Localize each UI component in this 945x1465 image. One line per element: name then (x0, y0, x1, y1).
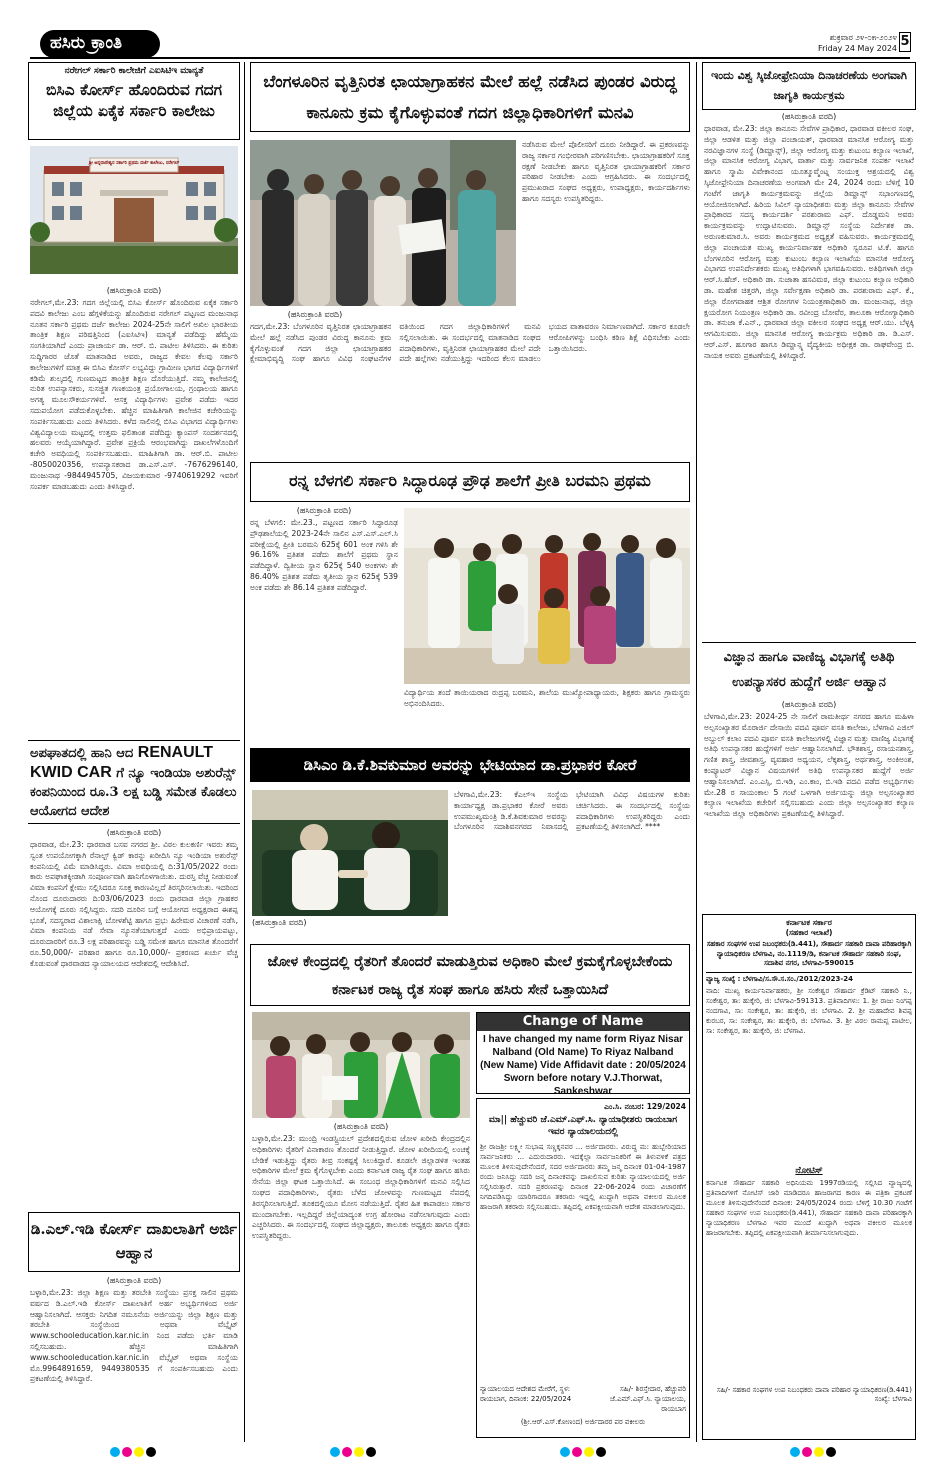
ratna-photo (404, 508, 690, 684)
col1-story1-body: ನರೇಗಲ್,ಮೇ.23: ಗದಗ ಜಿಲ್ಲೆಯಲ್ಲಿ ಬಿಸಿಎ ಕೋರ್ಸ್ ಹೊಂದಿರುವ ಏಕೈಕ ಸರ್ಕಾರಿ ಪದವಿ ಕಾಲೇಜು ಎಂಬ ಹೆಗ್ಗಳಿಕೆಯನ್ನು ಹೊಂದಿರುವ ನರೇಗಲ್ ಪಟ್ಟಣದ ಮಂಜುನಾಥ ನೂತನ ಸರ್ಕಾರಿ ಪ್ರಥಮ ದರ್ಜೆ ಕಾಲೇಜು 2024-25ನೇ ಸಾಲಿಗೆ ಅಖಿಲ ಭಾರತೀಯ ತಾಂತ್ರಿಕ ಶಿಕ್ಷಣ ಪರಿಷತ್ತಿನಿಂದ (ಎಐಸಿಟಿಇ) ಮಾನ್ಯತೆ ಪಡೆದಿದ್ದು ಹೆಮ್ಮೆಯ ಸಂಗತಿಯಾಗಿದೆ ಎಂದು ಪ್ರಾಚಾರ್ಯ ಡಾ. ಆರ್. ಬಿ. ಪಾಟೀಲ ತಿಳಿಸಿದರು. ಈ ಕುರಿತು ಸುದ್ದಿಗಾರರ ಜೊತೆ ಮಾತನಾಡಿದ ಅವರು, ರಾಜ್ಯದ ಕೇವಲ ಕೆಲವು ಸರ್ಕಾರಿ ಕಾಲೇಜುಗಳಿಗೆ ಮಾತ್ರ ಈ ಬಿಸಿಎ ಕೋರ್ಸ್ ಲಭ್ಯವಿದ್ದು ಗ್ರಾಮೀಣ ಭಾಗದ ವಿದ್ಯಾರ್ಥಿಗಳಿಗೆ ಕಡಿಮೆ ಶುಲ್ಕದಲ್ಲಿ ಗುಣಮಟ್ಟದ ತಾಂತ್ರಿಕ ಶಿಕ್ಷಣ ದೊರೆಯುತ್ತಿದೆ. ನಮ್ಮ ಕಾಲೇಜಿನಲ್ಲಿ ನುರಿತ ಉಪನ್ಯಾಸಕರು, ಸುಸಜ್ಜಿತ ಗಣಕಯಂತ್ರ ಪ್ರಯೋಗಾಲಯ, ಗ್ರಂಥಾಲಯ ಹಾಗೂ ಅಗತ್ಯ ಮೂಲಸೌಕರ್ಯಗಳಿವೆ. ಆಸಕ್ತ ವಿದ್ಯಾರ್ಥಿಗಳು ಪ್ರವೇಶ ಪಡೆದು ಇದರ ಸದುಪಯೋಗ ಪಡೆದುಕೊಳ್ಳಬೇಕು. ಹೆಚ್ಚಿನ ಮಾಹಿತಿಗಾಗಿ ಕಾಲೇಜಿನ ಕಚೇರಿಯನ್ನು ಸಂಪರ್ಕಿಸಬಹುದು ಎಂದು ತಿಳಿಸಿದರು. ಕಳೆದ ಸಾಲಿನಲ್ಲಿ ಬಿಸಿಎ ವಿಭಾಗದ ವಿದ್ಯಾರ್ಥಿಗಳು ವಿಶ್ವವಿದ್ಯಾಲಯ ಮಟ್ಟದಲ್ಲಿ ಉತ್ತಮ ಫಲಿತಾಂಶ ಪಡೆದಿದ್ದು ಕ್ಯಾಂಪಸ್ ಸಂದರ್ಶನದಲ್ಲಿ ಹಲವರು ಆಯ್ಕೆಯಾಗಿದ್ದಾರೆ. ಪ್ರವೇಶ ಪ್ರಕ್ರಿಯೆ ಆರಂಭವಾಗಿದ್ದು ದಾಖಲೆಗಳೊಂದಿಗೆ ಕಚೇರಿ ಅವಧಿಯಲ್ಲಿ ಸಂಪರ್ಕಿಸಬಹುದು. ಮಾಹಿತಿಗಾಗಿ ಡಾ. ಆರ್.ಬಿ. ಪಾಟೀಲ -8050020356, ಉಪನ್ಯಾಸಕರಾದ ಡಾ.ಎಸ್.ಎಸ್. -7676296140, ಮಂಜುನಾಥ -9844945705, ವಿಜಯಕುಮಾರ -9740619292 ಇವರಿಗೆ ಸಂಪರ್ಕ ಮಾಡಬಹುದು ಎಂದು ತಿಳಿಸಿದ್ದಾರೆ. (30, 298, 238, 491)
farmer-dateline: (ಹಸಿರುಕ್ರಾಂತಿ ವರದಿ) (333, 1122, 389, 1131)
masthead-rule (30, 57, 910, 59)
yellow-dot (584, 1447, 594, 1457)
court-sign-right: ಸಹಿ/- ಶಿರಸ್ತೇದಾರ, ಹೆಚ್ಚುವರಿ ಜೆ.ಎಮ್.ಎಫ್.ಸಿ. ನ್ಯಾಯಾಲಯ, ರಾಯಬಾಗ (609, 1385, 686, 1413)
column-rule-2 (696, 62, 697, 1442)
yellow-dot (814, 1447, 824, 1457)
cyan-dot (790, 1447, 800, 1457)
ratna-body-right: ವಿದ್ಯಾರ್ಥಿಯ ತಂದೆ ತಾಯಿಯರಾದ ರುದ್ರಪ್ಪ ಬರಮನಿ, ಶಾಲೆಯ ಮುಖ್ಯೋಪಾಧ್ಯಾಯರು, ಶಿಕ್ಷಕರು ಹಾಗೂ ಗ್ರಾಮಸ್ಥರು ಅಭಿನಂದಿಸಿದರು. (404, 688, 690, 708)
coop-sign: ಸಹಿ/- ಸಹಕಾರ ಸಂಘಗಳ ಉಪ ನಿಬಂಧಕರು ದಾವಾ ಪರಿಹಾರ ನ್ಯಾಯಾಧಿಕರಣ(ಡಿ.441) ಸಂಖ್ಯೆ: ಬೆಳಗಾವಿ (716, 1385, 912, 1403)
cmyk-marks-1 (110, 1447, 156, 1457)
change-of-name-title: Change of Name (477, 1013, 689, 1031)
ratna-dateline: (ಹಸಿರುಕ್ರಾಂತಿ ವರದಿ) (296, 506, 352, 515)
col1-story2-headline (28, 741, 240, 823)
coop-notice-body: ಕರ್ನಾಟಕ ಸೌಹಾರ್ದ ಸಹಕಾರಿ ಅಧಿನಿಯಮ 1997ರಡಿಯಲ್ಲಿ ಸಲ್ಲಿಸಿದ ವ್ಯಾಜ್ಯದಲ್ಲಿ ಪ್ರತಿವಾದಿಗಳಿಗೆ ನೋಟಿಸ್ ಜಾರಿ ಮಾಡಿದರೂ ಹಾಜರಾಗದ ಕಾರಣ ಈ ಪತ್ರಿಕಾ ಪ್ರಕಟಣೆ ಮೂಲಕ ತಿಳಿಸುವುದೇನೆಂದರೆ ದಿನಾಂಕ: 24/05/2024 ರಂದು ಬೆಳಿಗ್ಗೆ 10.30 ಗಂಟೆಗೆ ಸಹಕಾರ ಸಂಘಗಳ ಉಪ ನಿಬಂಧಕರು(ಡಿ.441), ಸೌಹಾರ್ದ ಸಹಕಾರಿ ದಾವಾ ಪರಿಹಾರಕ್ಕಾಗಿ ನ್ಯಾಯಾಧಿಕರಣ ಬೆಳಗಾವಿ ಇವರ ಮುಂದೆ ಖುದ್ದಾಗಿ ಅಥವಾ ವಕೀಲರ ಮೂಲಕ ಹಾಜರಾಗಬೇಕು. ತಪ್ಪಿದಲ್ಲಿ ಏಕಪಕ್ಷೀಯವಾಗಿ ತೀರ್ಮಾನಿಸಲಾಗುವುದು. (706, 1178, 912, 1237)
col1-story2-dateline: (ಹಸಿರುಕ್ರಾಂತಿ ವರದಿ) (106, 828, 162, 837)
college-photo (30, 146, 238, 274)
magenta-dot (802, 1447, 812, 1457)
page-number: 5 (899, 32, 911, 52)
date-kannada: ಶುಕ್ರವಾರ ೨೪-೦೫-೨೦೨೪ (829, 33, 897, 42)
col3-story2-body: ಬೆಳಗಾವಿ,ಮೇ.23: 2024-25 ನೇ ಸಾಲಿಗೆ ರಾಮತೀರ್ಥ ನಗರದ ಹಾಗೂ ಮಹಿಳಾ ಅಲ್ಪಸಂಖ್ಯಾತರ ಮೊರಾರ್ಜಿ ದೇಸಾಯಿ ಪದವಿ ಪೂರ್ವ ವಸತಿ ಕಾಲೇಜು, ಬೆಳಗಾವಿ ಎಜಿಲ್ ಅಬ್ದುಲ್ ಕಲಾಂ ಪದವಿ ಪೂರ್ವ ವಸತಿ ಕಾಲೇಜುಗಳಲ್ಲಿ ವಿಜ್ಞಾನ ಮತ್ತು ವಾಣಿಜ್ಯ ವಿಭಾಗಕ್ಕೆ ಅತಿಥಿ ಉಪನ್ಯಾಸಕರ ಹುದ್ದೆಗಳಿಗೆ ಅರ್ಜಿ ಆಹ್ವಾನಿಸಲಾಗಿದೆ. ಭೌತಶಾಸ್ತ್ರ, ರಸಾಯನಶಾಸ್ತ್ರ, ಗಣಿತ ಶಾಸ್ತ್ರ, ಜೀವಶಾಸ್ತ್ರ, ವ್ಯವಹಾರ ಅಧ್ಯಯನ, ಲೆಕ್ಕಶಾಸ್ತ್ರ, ಅರ್ಥಶಾಸ್ತ್ರ, ಅಂಕಿಅಂಶ, ಕಂಪ್ಯೂಟರ್ ವಿಜ್ಞಾನ ವಿಷಯಗಳಿಗೆ ಅತಿಥಿ ಉಪನ್ಯಾಸಕರ ಹುದ್ದೆಗೆ ಅರ್ಜಿ ಆಹ್ವಾನಿಸಲಾಗಿದೆ. ಎಂ.ಎಸ್ಸಿ, ಬಿ.ಇಡಿ, ಎಂ.ಕಾಂ, ಬಿ.ಇಡಿ ಪದವಿ ಪಡೆದ ಅಭ್ಯರ್ಥಿಗಳು ಮೇ.28 ರ ಸಾಯಂಕಾಲ 5 ಗಂಟೆ ಒಳಗಾಗಿ ಅರ್ಜಿಯನ್ನು ಜಿಲ್ಲಾ ಅಲ್ಪಸಂಖ್ಯಾತರ ಕಲ್ಯಾಣ ಇಲಾಖೆಯ ಕಚೇರಿಗೆ ಸಲ್ಲಿಸಬಹುದು ಎಂದು ಜಿಲ್ಲಾ ಅಲ್ಪಸಂಖ್ಯಾತರ ಕಲ್ಯಾಣ ಇಲಾಖೆಯ ಜಿಲ್ಲಾ ಅಧಿಕಾರಿಗಳು ಪ್ರಕಟಣೆಯಲ್ಲಿ ತಿಳಿಸಿದ್ದಾರೆ. (704, 712, 914, 819)
magenta-dot (342, 1447, 352, 1457)
memorandum-submission-image (250, 140, 516, 306)
student-felicitation-image (404, 508, 690, 684)
column-rule-1 (244, 62, 245, 1442)
college-sign: ಶ್ರೀ ಅನ್ನದಾನೇಶ್ವರ ಸರ್ಕಾರಿ ಪ್ರಥಮ ದರ್ಜೆ ಕಾಲೇಜು, ನರೇಗಲ್ (88, 161, 180, 166)
court-case-number: ಎಂ.ಸಿ. ನಂಬರ: 129/2024 (604, 1102, 686, 1111)
col1-story2-headline-c: ಗೆ ನ್ಯೂ ಇಂಡಿಯಾ ಅಶುರೆನ್ಸ್ ಕಂಪನಿಯಿಂದ ರೂ.3 ಲಕ್ಷ ಬಡ್ಡಿ ಸಮೇತ ಕೊಡಲು ಆಯೋಗದ ಆದೇಶ (30, 766, 237, 819)
col3-story1-headline-box (702, 62, 916, 110)
magenta-dot (122, 1447, 132, 1457)
lead-photo (250, 140, 516, 306)
lead-body-right: ನಡೆಸಿರುವ ಮೇಲೆ ಪೊಲೀಸರಿಗೆ ದೂರು ನೀಡಿದ್ದಾರೆ. ಈ ಪ್ರಕರಣವನ್ನು ರಾಜ್ಯ ಸರ್ಕಾರ ಗಂಭೀರವಾಗಿ ಪರಿಗಣಿಸಬೇಕು. ಛಾಯಾಗ್ರಾಹಕರಿಗೆ ಸೂಕ್ತ ರಕ್ಷಣೆ ನೀಡಬೇಕು ಹಾಗೂ ವೃತ್ತಿನಿರತ ಛಾಯಾಗ್ರಾಹಕರಿಗೆ ಸರ್ಕಾರ ಪರಿಹಾರ ನೀಡಬೇಕು ಎಂದು ಆಗ್ರಹಿಸಿದರು. ಈ ಸಂದರ್ಭದಲ್ಲಿ ಪ್ರಮುಖರಾದ ಸಂಘದ ಅಧ್ಯಕ್ಷರು, ಉಪಾಧ್ಯಕ್ಷರು, ಕಾರ್ಯದರ್ಶಿಗಳು ಹಾಗೂ ಸದಸ್ಯರು ಉಪಸ್ಥಿತರಿದ್ದರು. (522, 140, 690, 203)
dkshi-photo (252, 790, 448, 916)
farmer-body: ಬಳ್ಳಾರಿ,ಮೇ.23: ಮುಂದ್ರಿ ಇಂಡಸ್ಟ್ರಿಯಲ್ ಪ್ರದೇಶದಲ್ಲಿರುವ ಜೋಳ ಖರೀದಿ ಕೇಂದ್ರದಲ್ಲಿನ ಅಧಿಕಾರಿಗಳು ರೈತರಿಗೆ ವಿನಾಕಾರಣ ತೊಂದರೆ ನೀಡುತ್ತಿದ್ದಾರೆ. ಜೋಳ ಖರೀದಿಯಲ್ಲಿ ಲಂಚಕ್ಕೆ ಬೇಡಿಕೆ ಇಡುತ್ತಿದ್ದು ರೈತರು ತೀವ್ರ ಸಂಕಷ್ಟಕ್ಕೆ ಸಿಲುಕಿದ್ದಾರೆ. ಕೂಡಲೇ ಜಿಲ್ಲಾಡಳಿತ ಇಂತಹ ಅಧಿಕಾರಿಗಳ ಮೇಲೆ ಕ್ರಮ ಕೈಗೊಳ್ಳಬೇಕು ಎಂದು ಕರ್ನಾಟಕ ರಾಜ್ಯ ರೈತ ಸಂಘ ಹಾಗೂ ಹಸಿರು ಸೇನೆಯ ಜಿಲ್ಲಾ ಘಟಕ ಒತ್ತಾಯಿಸಿದೆ. ಈ ಸಂಬಂಧ ಜಿಲ್ಲಾಧಿಕಾರಿಗಳಿಗೆ ಮನವಿ ಸಲ್ಲಿಸಿದ ಸಂಘದ ಪದಾಧಿಕಾರಿಗಳು, ರೈತರು ಬೆಳೆದ ಜೋಳವನ್ನು ಗುಣಮಟ್ಟದ ನೆಪದಲ್ಲಿ ತಿರಸ್ಕರಿಸಲಾಗುತ್ತಿದೆ. ತೂಕದಲ್ಲಿಯೂ ಮೋಸ ನಡೆಯುತ್ತಿದೆ. ರೈತರ ಹಿತ ಕಾಪಾಡಲು ಸರ್ಕಾರ ಮುಂದಾಗಬೇಕು. ಇಲ್ಲದಿದ್ದರೆ ಜಿಲ್ಲೆಯಾದ್ಯಂತ ಉಗ್ರ ಹೋರಾಟ ನಡೆಸಲಾಗುವುದು ಎಂದು ಎಚ್ಚರಿಸಿದರು. ಈ ಸಂದರ್ಭದಲ್ಲಿ ಸಂಘದ ಜಿಲ್ಲಾಧ್ಯಕ್ಷರು, ತಾಲೂಕು ಅಧ್ಯಕ್ಷರು ಹಾಗೂ ರೈತರು ಉಪಸ್ಥಿತರಿದ್ದರು. (252, 1134, 470, 1241)
black-dot (826, 1447, 836, 1457)
lead-body-main: ಗದಗ,ಮೇ.23: ಬೆಂಗಳೂರಿನ ವೃತ್ತಿನಿರತ ಛಾಯಾಗ್ರಾಹಕನ ಮೇಲೆ ಹಲ್ಲೆ ನಡೆಸಿದ ಪುಂಡರ ವಿರುದ್ಧ ಕಾನೂನು ಕ್ರಮ ಕೈಗೊಳ್ಳುವಂತೆ ಗದಗ ಜಿಲ್ಲಾ ಛಾಯಾಗ್ರಾಹಕರ ಕ್ಷೇಮಾಭಿವೃದ್ಧಿ ಸಂಘ ಹಾಗೂ ವಿವಿಧ ಸಂಘಟನೆಗಳ ವತಿಯಿಂದ ಗದಗ ಜಿಲ್ಲಾಧಿಕಾರಿಗಳಿಗೆ ಮನವಿ ಸಲ್ಲಿಸಲಾಯಿತು. ಈ ಸಂದರ್ಭದಲ್ಲಿ ಮಾತನಾಡಿದ ಸಂಘದ ಪದಾಧಿಕಾರಿಗಳು, ವೃತ್ತಿನಿರತ ಛಾಯಾಗ್ರಾಹಕರ ಮೇಲೆ ಪದೇ ಪದೇ ಹಲ್ಲೆಗಳು ನಡೆಯುತ್ತಿದ್ದು ಇದರಿಂದ ಕೆಲಸ ಮಾಡಲು ಭಯದ ವಾತಾವರಣ ನಿರ್ಮಾಣವಾಗಿದೆ. ಸರ್ಕಾರ ಕೂಡಲೇ ಆರೋಪಿಗಳನ್ನು ಬಂಧಿಸಿ ಕಠಿಣ ಶಿಕ್ಷೆ ವಿಧಿಸಬೇಕು ಎಂದು ಒತ್ತಾಯಿಸಿದರು. (250, 322, 690, 364)
col3-story2-dateline: (ಹಸಿರುಕ್ರಾಂತಿ ವರದಿ) (781, 700, 837, 709)
col1-story2-headline-car: RENAULT KWID CAR (30, 744, 214, 781)
meeting-image (252, 790, 448, 916)
col3-story1-headline: ಇಂದು ವಿಶ್ವ ಸ್ಕಿಜೋಫ್ರೇನಿಯಾ ದಿನಾಚರಣೆಯ ಅಂಗವಾಗಿ ಜಾಗೃತಿ ಕಾರ್ಯಕ್ರಮ (711, 69, 907, 102)
farmer-headline: ಜೋಳ ಕೇಂದ್ರದಲ್ಲಿ ರೈತರಿಗೆ ತೊಂದರೆ ಮಾಡುತ್ತಿರುವ ಅಧಿಕಾರಿ ಮೇಲೆ ಕ್ರಮಕೈಗೊಳ್ಳಬೇಕೆಂದು ಕರ್ನಾಟಕ ರಾಜ್ಯ ರೈತ ಸಂಘ ಹಾಗೂ ಹಸಿರು ಸೇನೆ ಒತ್ತಾಯಿಸಿದೆ (267, 954, 673, 998)
coop-dept: (ಸಹಕಾರ ಇಲಾಖೆ) (785, 928, 833, 937)
yellow-dot (134, 1447, 144, 1457)
court-footer: (ಶ್ರೀ.ಆರ್.ಎಸ್.ಕೋಣಂದ) ಅರ್ಜಿದಾರರ ಪರ ವಕೀಲರು (520, 1418, 646, 1426)
col1-story2-headline-a: ಅಪಘಾತದಲ್ಲಿ ಹಾನಿ ಆದ (30, 746, 134, 761)
col1-story1-headline-box (28, 62, 240, 140)
cmyk-marks-4 (790, 1447, 836, 1457)
coop-office: ಸಹಕಾರ ಸಂಘಗಳ ಉಪ ನಿಬಂಧಕರು(ಡಿ.441), ಸೌಹಾರ್ದ ಸಹಕಾರಿ ದಾವಾ ಪರಿಹಾರಕ್ಕಾಗಿ ನ್ಯಾಯಾಧಿಕರಣ ಬೆಳಗಾವಿ, ನಂ.1119/ಡಿ, ಕರ್ನಾಟಕ ಸೌಹಾರ್ದ ಸಹಕಾರಿ ಸಂಘ, ಸದಾಶಿವ ನಗರ, ಬೆಳಗಾವಿ-590015 (706, 940, 912, 967)
masthead-name: ಹಸಿರು ಕ್ರಾಂತಿ (40, 30, 160, 58)
change-of-name-text: I have changed my name form Riyaz Nisar Nalband (Old Name) To Riyaz Nalband (New Name) Vide Affidavit date : 20/05/2024 Sworn before notary V.J.Thorwat, Sankeshwar (480, 1034, 686, 1097)
coop-notice-title: ನೋಟಿಸ್ (795, 1165, 823, 1176)
dkshi-headline-bar (250, 748, 690, 782)
dkshi-headline: ಡಿಸಿಎಂ ಡಿ.ಕೆ.ಶಿವಕುಮಾರ ಅವರನ್ನು ಭೇಟಿಯಾದ ಡಾ.ಪ್ರಭಾಕರ ಕೋರೆ (303, 756, 637, 774)
ratna-headline: ರನ್ನ ಬೆಳಗಲಿ ಸರ್ಕಾರಿ ಸಿದ್ಧಾರೂಢ ಪ್ರೌಢ ಶಾಲೆಗೆ ಪ್ರೀತಿ ಬರಮನಿ ಪ್ರಥಮ (289, 471, 651, 490)
col1-story3-body: ಬಳ್ಳಾರಿ,ಮೇ.23: ಜಿಲ್ಲಾ ಶಿಕ್ಷಣ ಮತ್ತು ತರಬೇತಿ ಸಂಸ್ಥೆಯು ಪ್ರಸಕ್ತ ಸಾಲಿನ ಪ್ರಥಮ ವರ್ಷದ ಡಿ.ಎಲ್.ಇಡಿ ಕೋರ್ಸ್ ದಾಖಲಾತಿಗೆ ಅರ್ಹ ಅಭ್ಯರ್ಥಿಗಳಿಂದ ಅರ್ಜಿ ಆಹ್ವಾನಿಸಲಾಗಿದೆ. ಆಸಕ್ತರು ನಿಗದಿತ ನಮೂನೆಯ ಅರ್ಜಿಯನ್ನು ಜಿಲ್ಲಾ ಶಿಕ್ಷಣ ಮತ್ತು ತರಬೇತಿ ಸಂಸ್ಥೆಯಿಂದ ಅಥವಾ ವೆಬ್ಸೈಟ್ www.schooleducation.kar.nic.in ನಿಂದ ಪಡೆದು ಭರ್ತಿ ಮಾಡಿ ಸಲ್ಲಿಸಬಹುದು. ಹೆಚ್ಚಿನ ಮಾಹಿತಿಗಾಗಿ www.schooleducation.kar.nic.in ವೆಬ್ಸೈಟ್ ಅಥವಾ ಸಂಸ್ಥೆಯ ಮೊ.9964891659, 9449380535 ಗೆ ಸಂಪರ್ಕಿಸಬಹುದು ಎಂದು ಪ್ರಕಟಣೆಯಲ್ಲಿ ತಿಳಿಸಿದ್ದಾರೆ. (30, 1288, 238, 1384)
court-sign-left: ನ್ಯಾಯಾಲಯದ ಆದೇಶದ ಮೇರೆಗೆ, ಸ್ಥಳ: ರಾಯಬಾಗ, ದಿನಾಂಕ: 22/05/2024 (480, 1385, 572, 1403)
col3-story2-headline: ವಿಜ್ಞಾನ ಹಾಗೂ ವಾಣಿಜ್ಯ ವಿಭಾಗಕ್ಕೆ ಅತಿಥಿ ಉಪನ್ಯಾಸಕರ ಹುದ್ದೆಗೆ ಅರ್ಜಿ ಆಹ್ವಾನ (723, 650, 895, 690)
col3-story2-headline-box (702, 642, 916, 698)
black-dot (146, 1447, 156, 1457)
black-dot (596, 1447, 606, 1457)
magenta-dot (572, 1447, 582, 1457)
col1-story1-dateline: (ಹಸಿರುಕ್ರಾಂತಿ ವರದಿ) (106, 286, 162, 295)
col1-story3-headline: ಡಿ.ಎಲ್.ಇಡಿ ಕೋರ್ಸ್ ದಾಖಲಾತಿಗೆ ಅರ್ಜಿ ಆಹ್ವಾನ (30, 1220, 238, 1262)
col1-story3-headline-box (28, 1212, 240, 1272)
farmer-photo (252, 1012, 470, 1118)
coop-gov: ಕರ್ನಾಟಕ ಸರ್ಕಾರ (786, 918, 832, 927)
lead-headline-box (250, 62, 690, 132)
black-dot (366, 1447, 376, 1457)
ratna-headline-box (250, 462, 690, 502)
ratna-body-left: ರನ್ನ ಬೆಳಗಲಿ: ಮೇ.23., ಪಟ್ಟಣದ ಸರ್ಕಾರಿ ಸಿದ್ಧಾರೂಢ ಪ್ರೌಢಶಾಲೆಯಲ್ಲಿ 2023-24ನೇ ಸಾಲಿನ ಎಸ್.ಎಸ್.ಎಲ್.ಸಿ ಪರೀಕ್ಷೆಯಲ್ಲಿ ಪ್ರೀತಿ ಬರಮನಿ 625ಕ್ಕೆ 601 ಅಂಕ ಗಳಿಸಿ ಶೇ 96.16% ಪ್ರತಿಶತ ಪಡೆದು ಶಾಲೆಗೆ ಪ್ರಥಮ ಸ್ಥಾನ ಪಡೆದಿದ್ದಾಳೆ. ದ್ವಿತೀಯ ಸ್ಥಾನ 625ಕ್ಕೆ 540 ಅಂಕಗಳು ಶೇ 86.40% ಪ್ರತಿಶತ ಪಡೆದು ತೃತೀಯ ಸ್ಥಾನ 625ಕ್ಕೆ 539 ಅಂಕ ಪಡೆದು ಶೇ 86.14 ಪ್ರತಿಶತ ಪಡೆದಿದ್ದಾರೆ. (250, 518, 398, 592)
court-heading: ಮಾ|| ಹೆಚ್ಚುವರಿ ಜೆ.ಎಮ್.ಎಫ್.ಸಿ. ನ್ಯಾಯಾಧೀಶರು ರಾಯಬಾಗ ಇವರ ನ್ಯಾಯಾಲಯದಲ್ಲಿ (488, 1115, 678, 1137)
date-english: Friday 24 May 2024 (818, 44, 897, 53)
coop-case-number: ವ್ಯಾಜ್ಯ ಸಂಖ್ಯೆ : ಬೆಳಗಾವಿ/ಸ.ಸೌ.ಸ.ಸಂ./2012/2023-24 (706, 972, 912, 984)
cmyk-marks-2 (330, 1447, 376, 1457)
cyan-dot (560, 1447, 570, 1457)
farmers-memorandum-image (252, 1012, 470, 1118)
col3-story1-dateline: (ಹಸಿರುಕ್ರಾಂತಿ ವರದಿ) (781, 112, 837, 121)
col3-story1-body: ಧಾರವಾಡ, ಮೇ.23: ಜಿಲ್ಲಾ ಕಾನೂನು ಸೇವೆಗಳ ಪ್ರಾಧಿಕಾರ, ಧಾರವಾಡ ವಕೀಲರ ಸಂಘ, ಜಿಲ್ಲಾ ಆಡಳಿತ ಮತ್ತು ಜಿಲ್ಲಾ ಪಂಚಾಯತ್, ಧಾರವಾಡ ಮಾನಸಿಕ ಆರೋಗ್ಯ ಮತ್ತು ನರವಿಜ್ಞಾನಗಳ ಸಂಸ್ಥೆ (ಡಿಮ್ಹಾನ್ಸ್), ಜಿಲ್ಲಾ ಆರೋಗ್ಯ ಮತ್ತು ಕುಟುಂಬ ಕಲ್ಯಾಣ ಇಲಾಖೆ, ಜಿಲ್ಲಾ ಮಾನಸಿಕ ಆರೋಗ್ಯ ವಿಭಾಗ, ವಾರ್ತಾ ಮತ್ತು ಸಾರ್ವಜನಿಕ ಸಂಪರ್ಕ ಇಲಾಖೆ ಹಾಗೂ ಸ್ಮಾಮಿ ವಿವೇಕಾನಂದ ಯೂತ್ಮೂವ್ಮೆಂಟ್ನ ಸಂಯುಕ್ತ ಆಶ್ರಯದಲ್ಲಿ ವಿಶ್ವ ಸ್ಕಿಜೋಫ್ರೇನಿಯಾ ದಿನಾಚರಣೆಯ ಅಂಗವಾಗಿ ಮೇ 24, 2024 ರಂದು ಬೆಳಿಗ್ಗೆ 10 ಗಂಟೆಗೆ ಜಾಗೃತಿ ಕಾರ್ಯಕ್ರಮವನ್ನು ಜಿಲ್ಲೆಯ ಡಿಮ್ಹಾನ್ಸ್ ಸಭಾಂಗಣದಲ್ಲಿ ಆಯೋಜಿಸಲಾಗಿದೆ. ಹಿರಿಯ ಸಿವಿಲ್ ನ್ಯಾಯಾಧೀಶರು ಮತ್ತು ಜಿಲ್ಲಾ ಕಾನೂನು ಸೇವೆಗಳ ಪ್ರಾಧಿಕಾರದ ಸದಸ್ಯ ಕಾರ್ಯದರ್ಶಿ ಪರಶುರಾಮ ಎಫ್. ದೊಡ್ಡಮನಿ ಅವರು ಕಾರ್ಯಕ್ರಮವನ್ನು ಉದ್ಘಾಟಿಸುವರು. ಡಿಮ್ಹಾನ್ಸ್ ಸಂಸ್ಥೆಯ ನಿರ್ದೇಶಕ ಡಾ. ಅರುಣಕುಮಾರ.ಸಿ. ಅವರು ಕಾರ್ಯಕ್ರಮದ ಅಧ್ಯಕ್ಷತೆ ವಹಿಸುವರು. ಕಾರ್ಯಕ್ರಮದಲ್ಲಿ ಜಿಲ್ಲಾ ಪಂಚಾಯತ ಮುಖ್ಯ ಕಾರ್ಯನಿರ್ವಾಹಕ ಅಧಿಕಾರಿ ಸ್ವರೂಪ ಟಿ.ಕೆ. ಹಾಗೂ ಬೆಂಗಳೂರಿನ ಆರೋಗ್ಯ ಮತ್ತು ಕುಟುಂಬ ಕಲ್ಯಾಣ ಇಲಾಖೆಯ ಮಾನಸಿಕ ಆರೋಗ್ಯ ವಿಭಾಗದ ಉಪನಿರ್ದೇಶಕರು ಮುಖ್ಯ ಅತಿಥಿಗಳಾಗಿ ಭಾಗವಹಿಸುವರು. ಅತಿಥಿಗಳಾಗಿ ಜಿಲ್ಲಾ ಆರ್.ಸಿ.ಹೆಚ್. ಅಧಿಕಾರಿ ಡಾ. ಸುಜಾತಾ ಹಸವಿಮಠ, ಜಿಲ್ಲಾ ಕುಟುಂಬ ಕಲ್ಯಾಣ ಅಧಿಕಾರಿ ಡಾ. ಮಹೇಶ ಚಿತ್ತರಗಿ, ಜಿಲ್ಲಾ ಸರ್ವೇಕ್ಷಣಾ ಅಧಿಕಾರಿ ಡಾ. ಪರಶುರಾಮ ಎಫ್. ಕೆ., ಜಿಲ್ಲಾ ರೋಗವಾಹಕ ಆಶ್ರಿತ ರೋಗಗಳ ನಿಯಂತ್ರಣಾಧಿಕಾರಿ ಡಾ. ಮಂಜುನಾಥ, ಜಿಲ್ಲಾ ಕ್ಷಯರೋಗ ನಿಯಂತ್ರಣ ಅಧಿಕಾರಿ ಡಾ. ರವೀಂದ್ರ ಬೋವೆರ, ತಾಲೂಕಾ ಆರೋಗ್ಯಾಧಿಕಾರಿ ಡಾ. ತನುಜಾ ಕೆ.ಎನ್., ಧಾರವಾಡ ಜಿಲ್ಲಾ ವಕೀಲರ ಸಂಘದ ಅಧ್ಯಕ್ಷ ಆರ್.ಯು. ಬೆಳ್ಳಕ್ಕಿ ಆಗಮಿಸುವರು. ಜಿಲ್ಲಾ ಮಾನಸಿಕ ಆರೋಗ್ಯ ಕಾರ್ಯಕ್ರಮ ಅಧಿಕಾರಿ ಡಾ. ಡಿ.ಎಸ್. ಆರ್.ಎಸ್. ಹೂಗಾರ ಹಾಗೂ ಡಿಮ್ಹಾನ್ಸ್ನ ವೈದ್ಯಕೀಯ ಅಧೀಕ್ಷಕ ಡಾ. ರಾಘವೇಂದ್ರ ಬಿ. ನಾಯಕ ಅವರು ಪ್ರಕಟಣೆಯಲ್ಲಿ ತಿಳಿಸಿದ್ದಾರೆ. (704, 124, 914, 360)
lead-dateline: (ಹಸಿರುಕ್ರಾಂತಿ ವರದಿ) (287, 310, 343, 319)
col1-story2-body: ಧಾರವಾಡ, ಮೇ.23: ಧಾರವಾಡ ಬಸವ ನಗರದ ಶ್ರೀ. ವಿಠಲ ಕುಲಕರ್ಣಿ ಇವರು ತಮ್ಮ ಸ್ವಂತ ಉಪಯೋಗಕ್ಕಾಗಿ ರೆನಾಲ್ಟ್ ಕ್ವಿಡ್ ಕಾರನ್ನು ಖರೀದಿಸಿ ನ್ಯೂ ಇಂಡಿಯಾ ಅಶುರೆನ್ಸ್ ಕಂಪನಿಯಲ್ಲಿ ವಿಮೆ ಮಾಡಿಸಿದ್ದರು. ವಿಮಾ ಅವಧಿಯಲ್ಲಿ ದಿ:31/05/2022 ರಂದು ಕಾರು ಅಪಘಾತಕ್ಕೀಡಾಗಿ ಸಂಪೂರ್ಣವಾಗಿ ಹಾನಿಗೊಳಗಾಯಿತು. ದುರಸ್ತಿ ವೆಚ್ಚ ನೀಡುವಂತೆ ವಿಮಾ ಕಂಪನಿಗೆ ಕ್ಲೇಮು ಸಲ್ಲಿಸಿದರೂ ಸೂಕ್ತ ಕಾರಣವಿಲ್ಲದೆ ತಿರಸ್ಕರಿಸಲಾಯಿತು. ಇದರಿಂದ ನೊಂದ ದೂರುದಾರರು ದಿ:03/06/2023 ರಂದು ಧಾರವಾಡ ಜಿಲ್ಲಾ ಗ್ರಾಹಕರ ಆಯೋಗಕ್ಕೆ ದೂರು ಸಲ್ಲಿಸಿದ್ದರು. ಸದರಿ ದೂರಿನ ಬಗ್ಗೆ ಆಯೋಗದ ಅಧ್ಯಕ್ಷರಾದ ಈಶಪ್ಪ ಭೂತೆ, ಸದಸ್ಯರಾದ ವಿಶಾಲಾಕ್ಷಿ ಬೋಳಶೆಟ್ಟಿ ಹಾಗೂ ಪ್ರಭು ಹಿರೇಮಠ ವಿಚಾರಣೆ ನಡೆಸಿ, ವಿಮಾ ಕಂಪನಿಯ ನಡೆ ಸೇವಾ ನ್ಯೂನತೆಯಾಗುತ್ತದೆ ಎಂದು ಅಭಿಪ್ರಾಯಪಟ್ಟು, ದೂರುದಾರರಿಗೆ ರೂ.3 ಲಕ್ಷ ಪರಿಹಾರವನ್ನು ಬಡ್ಡಿ ಸಮೇತ ಹಾಗೂ ಮಾನಸಿಕ ತೊಂದರೆಗೆ ರೂ.50,000/- ಪರಿಹಾರ ಹಾಗೂ ರೂ.10,000/- ಪ್ರಕರಣದ ಖರ್ಚು ವೆಚ್ಚ ಕೊಡುವಂತೆ ಧಾರವಾಡದ ನ್ಯಾಯಾಲಯದ ಆದೇಶದಲ್ಲಿ ಆದೇಶಿಸಿದೆ. (30, 840, 238, 968)
masthead-date (818, 32, 897, 54)
col1-story3-dateline: (ಹಸಿರುಕ್ರಾಂತಿ ವರದಿ) (106, 1276, 162, 1285)
cyan-dot (330, 1447, 340, 1457)
farmer-headline-box (250, 944, 690, 1006)
change-of-name-box (476, 1012, 690, 1097)
col1-story1-headline: ಬಿಸಿಎ ಕೋರ್ಸ್ ಹೊಂದಿರುವ ಗದಗ ಜಿಲ್ಲೆಯ ಏಕೈಕ ಸರ್ಕಾರಿ ಕಾಲೇಜು (45, 80, 222, 120)
coop-body: ವಾದಿ: ಮುಖ್ಯ ಕಾರ್ಯನಿರ್ವಾಹಕರು, ಶ್ರೀ ಸಂಕೇಶ್ವರ ಸೌಹಾರ್ದ ಕ್ರೆಡಿಟ್ ಸಹಕಾರಿ ನಿ., ಸಂಕೇಶ್ವರ, ತಾ: ಹುಕ್ಕೇರಿ, ಜಿ: ಬೆಳಗಾವಿ-591313. ಪ್ರತಿವಾದಿಗಳು: 1. ಶ್ರೀ ರಾಜು ನಿಂಗಪ್ಪ ನಂದಗಾವಿ, ಸಾ: ಸಂಕೇಶ್ವರ, ತಾ: ಹುಕ್ಕೇರಿ, ಜಿ: ಬೆಳಗಾವಿ. 2. ಶ್ರೀ ಮಹಾದೇವ ಶಿವಪ್ಪ ಕುರಬರ, ಸಾ: ಸಂಕೇಶ್ವರ, ತಾ: ಹುಕ್ಕೇರಿ, ಜಿ: ಬೆಳಗಾವಿ. 3. ಶ್ರೀ ವಿಠಲ ರಾಮಪ್ಪ ಪಾಟೀಲ, ಸಾ: ಸಂಕೇಶ್ವರ, ತಾ: ಹುಕ್ಕೇರಿ, ಜಿ: ಬೆಳಗಾವಿ. (706, 986, 912, 1035)
yellow-dot (354, 1447, 364, 1457)
court-notice-box (476, 1098, 690, 1438)
lead-headline: ಬೆಂಗಳೂರಿನ ವೃತ್ತಿನಿರತ ಛಾಯಾಗ್ರಾಹಕನ ಮೇಲೆ ಹಲ್ಲೆ ನಡೆಸಿದ ಪುಂಡರ ವಿರುದ್ಧ ಕಾನೂನು ಕ್ರಮ ಕೈಗೊಳ್ಳುವಂತೆ ಗದಗ ಜಿಲ್ಲಾಧಿಕಾರಿಗಳಿಗೆ ಮನವಿ (263, 72, 677, 122)
dkshi-dateline: (ಹಸಿರುಕ್ರಾಂತಿ ವರದಿ) (252, 918, 307, 927)
col1-story2-headline-box (28, 740, 240, 824)
cyan-dot (110, 1447, 120, 1457)
court-body: ಶ್ರೀ ರಾಜಶ್ರೀ ಲಕ್ಷ್ಮೀ ಸುಭಾಷ ಸಣ್ಣಕ್ಕನವರ ... ಅರ್ಜಿದಾರರು. ವಿರುದ್ಧ ಮ: ಹುಬ್ಬೇರಿಯಾದ ಸಾರ್ವಜನಿಕರು ... ಎದುರುದಾರರು. ಇದಕ್ಕೆಲ್ಲಾ ಸಾರ್ವಜನಿಕರಿಗೆ ಈ ತಿಳುವಳಿಕೆ ಪತ್ರದ ಮೂಲಕ ತಿಳಿಸುವುದೇನೆಂದರೆ, ಸದರ ಅರ್ಜಿದಾರರು ತಮ್ಮ ಜನ್ಮ ದಿನಾಂಕ 01-04-1987 ರಂದು ಜನಿಸಿದ್ದು ಸದರಿ ಜನ್ಮ ದಿನಾಂಕವನ್ನು ದಾಖಲಿಸುವ ಕುರಿತು ನ್ಯಾಯಾಲಯದಲ್ಲಿ ಅರ್ಜಿ ಸಲ್ಲಿಸಿರುತ್ತಾರೆ. ಸದರಿ ಪ್ರಕರಣವನ್ನು ದಿನಾಂಕ 22-06-2024 ರಂದು ವಿಚಾರಣೆಗೆ ನಿಗದಿಪಡಿಸಿದ್ದು ಯಾರಿಗಾದರೂ ತಕರಾರು ಇದ್ದಲ್ಲಿ ಖುದ್ದಾಗಿ ಅಥವಾ ವಕೀಲರ ಮೂಲಕ ಹಾಜರಾಗಿ ತಕರಾರು ಸಲ್ಲಿಸಬಹುದು. ತಪ್ಪಿದಲ್ಲಿ ಏಕಪಕ್ಷೀಯವಾಗಿ ಆದೇಶ ಮಾಡಲಾಗುವುದು. (480, 1142, 686, 1211)
court-signatures (480, 1384, 686, 1414)
col1-story1-kicker: ನರೇಗಲ್ ಸರ್ಕಾರಿ ಕಾಲೇಜಿಗೆ ಎಐಸಿಟಿಇ ಮಾನ್ಯತೆ (64, 66, 204, 76)
cmyk-marks-3 (560, 1447, 606, 1457)
dkshi-body: ಬೆಳಗಾವಿ,ಮೇ.23: ಕೆಎಲ್ಇ ಸಂಸ್ಥೆಯ ಕಾರ್ಯಾಧ್ಯಕ್ಷ ಡಾ.ಪ್ರಭಾಕರ ಕೋರೆ ಅವರು ಉಪಮುಖ್ಯಮಂತ್ರಿ ಡಿ.ಕೆ.ಶಿವಕುಮಾರ ಅವರನ್ನು ಬೆಂಗಳೂರಿನ ಸದಾಶಿವನಗರದ ನಿವಾಸದಲ್ಲಿ ಭೇಟಿಯಾಗಿ ವಿವಿಧ ವಿಷಯಗಳ ಕುರಿತು ಚರ್ಚಿಸಿದರು. ಈ ಸಂದರ್ಭದಲ್ಲಿ ಸಂಸ್ಥೆಯ ಪದಾಧಿಕಾರಿಗಳು ಉಪಸ್ಥಿತರಿದ್ದರು ಎಂದು ಪ್ರಕಟಣೆಯಲ್ಲಿ ತಿಳಿಸಲಾಗಿದೆ. **** (454, 790, 690, 832)
coop-notice-box (702, 914, 916, 1440)
